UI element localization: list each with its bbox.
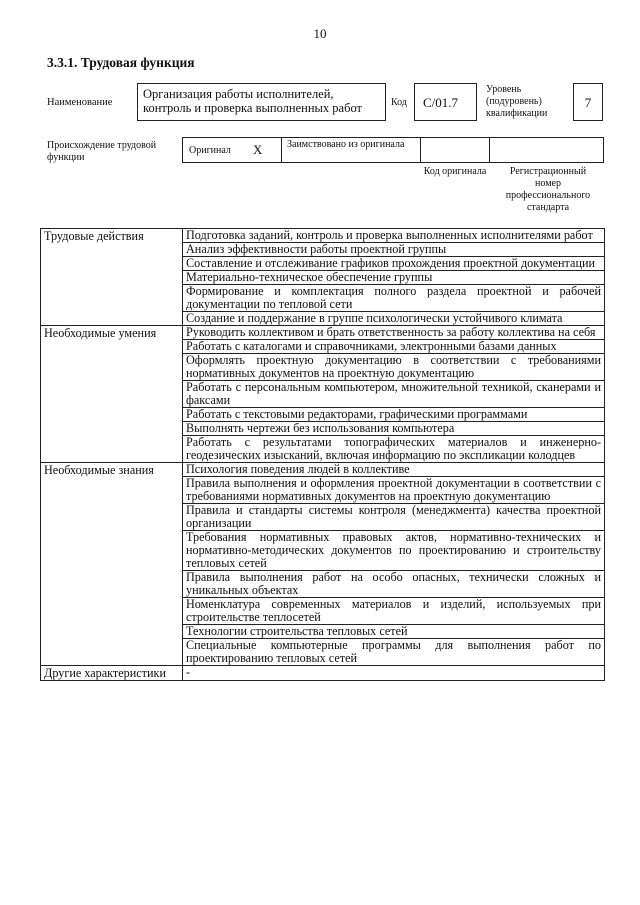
category-label: Необходимые умения: [41, 326, 183, 463]
divider: [420, 137, 421, 163]
origin-label: Происхождение трудовой функции: [47, 140, 157, 163]
table-cell-item: Технологии строительства тепловых сетей: [183, 625, 605, 639]
level-value: 7: [573, 83, 603, 121]
table-cell-item: Руководить коллективом и брать ответственность за работу коллектива на себя: [183, 326, 605, 340]
original-mark: Х: [253, 142, 263, 157]
name-label: Наименование: [47, 97, 113, 108]
divider: [281, 137, 282, 163]
level-label: Уровень (подуровень) квалификации: [486, 84, 548, 119]
table-cell-item: Работать с каталогами и справочниками, электронными базами данных: [183, 340, 605, 354]
table-cell-item: Подготовка заданий, контроль и проверка выполненных исполнителями работ: [183, 229, 605, 243]
page-number: 10: [313, 26, 327, 41]
code-original-caption: Код оригинала: [423, 166, 487, 177]
table-row: [41, 666, 605, 681]
registration-caption: Регистрационный номер профессионального стандарта: [505, 166, 591, 213]
table-cell-item: Номенклатура современных материалов и изделий, используемых при строительстве теплосетей: [183, 598, 605, 625]
section-title: 3.3.1. Трудовая функция: [47, 55, 195, 70]
code-value: С/01.7: [414, 83, 477, 121]
table-cell-item: Формирование и комплектация полного раздела проектной и рабочей документации по тепловой сети: [183, 285, 605, 312]
divider: [489, 137, 490, 163]
table-cell-item: Правила выполнения работ на особо опасных, технически сложных и уникальных объектах: [183, 571, 605, 598]
name-value: Организация работы исполнителей, контроль и проверка выполненных работ: [137, 83, 386, 121]
origin-table: [182, 137, 604, 163]
table-row: [41, 326, 605, 340]
table-cell-item: Требования нормативных правовых актов, нормативно-технических и нормативно-методических документов по проектированию и строительству тепловых сетей: [183, 531, 605, 571]
table-cell-item: Работать с текстовыми редакторами, графическими программами: [183, 408, 605, 422]
category-label: Другие характеристики: [41, 666, 183, 681]
table-cell-item: Работать с персональным компьютером, множительной техникой, сканерами и факсами: [183, 381, 605, 408]
category-label: Необходимые знания: [41, 463, 183, 666]
category-label: Трудовые действия: [41, 229, 183, 326]
labor-function-table: [40, 228, 605, 681]
table-row: [41, 463, 605, 477]
table-cell-item: Психология поведения людей в коллективе: [183, 463, 605, 477]
table-cell-item: Специальные компьютерные программы для выполнения работ по проектированию тепловых сетей: [183, 639, 605, 666]
table-cell-item: Работать с результатами топографических материалов и инженерно-геодезических изысканий, включая информацию по экспликации колодцев: [183, 436, 605, 463]
table-cell-item: Выполнять чертежи без использования компьютера: [183, 422, 605, 436]
table-cell-item: Составление и отслеживание графиков прохождения проектной документации: [183, 257, 605, 271]
borrowed-label: Заимствовано из оригинала: [287, 139, 405, 150]
table-cell-item: Оформлять проектную документацию в соответствии с требованиями нормативных документов на проектную документацию: [183, 354, 605, 381]
code-label: Код: [391, 97, 407, 108]
table-cell-item: Материально-техническое обеспечение группы: [183, 271, 605, 285]
table-cell-item: Правила выполнения и оформления проектной документации в соответствии с требованиями нормативных документов на проектную документацию: [183, 477, 605, 504]
original-label: Оригинал: [189, 145, 231, 156]
table-cell-item: Создание и поддержание в группе психологически устойчивого климата: [183, 312, 605, 326]
table-cell-item: -: [183, 666, 605, 681]
table-row: [41, 229, 605, 243]
table-cell-item: Правила и стандарты системы контроля (менеджмента) качества проектной организации: [183, 504, 605, 531]
table-cell-item: Анализ эффективности работы проектной группы: [183, 243, 605, 257]
